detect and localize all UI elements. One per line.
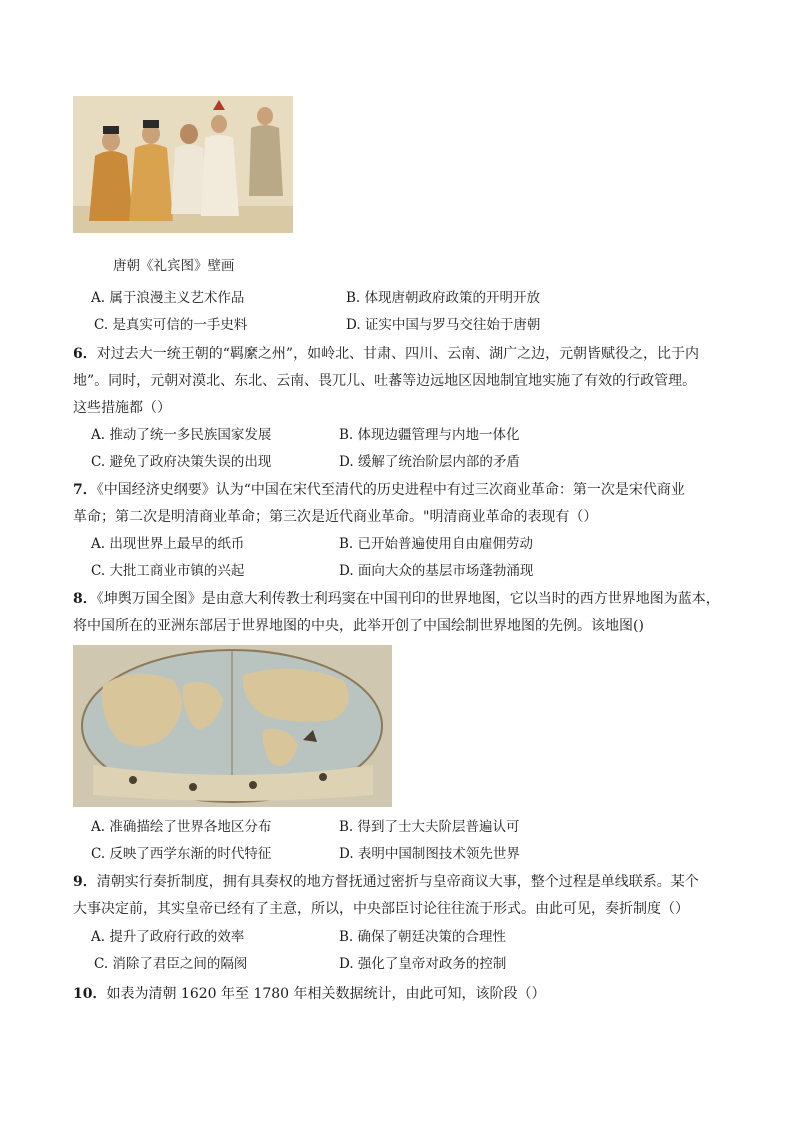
question-text: 清朝实行奏折制度，拥有具奏权的地方督抚通过密折与皇帝商议大事，整个过程是单线联系。某个 <box>96 874 699 890</box>
option-c: C. 反映了西学东渐的时代特征 <box>91 846 272 862</box>
tang-mural-image <box>73 96 293 233</box>
question-9-line-2: 大事决定前，其实皇帝已经有了主意，所以，中央部臣讨论往往流于形式。由此可见，奏折制度（） <box>73 901 689 917</box>
question-8-line-2: 将中国所在的亚洲东部居于世界地图的中央，此举开创了中国绘制世界地图的先例。该地图() <box>73 618 644 634</box>
image-caption: 唐朝《礼宾图》壁画 <box>113 258 235 274</box>
question-number: 7． <box>73 482 97 498</box>
question-text: 如表为清朝 1620 年至 1780 年相关数据统计，由此可知，该阶段（） <box>106 986 546 1002</box>
option-d: D. 表明中国制图技术领先世界 <box>339 846 520 862</box>
option-b: B. 体现唐朝政府政策的开明开放 <box>346 290 541 306</box>
option-b: B. 体现边疆管理与内地一体化 <box>339 427 520 443</box>
option-b: B. 得到了士大夫阶层普遍认可 <box>339 819 520 835</box>
option-a: A. 提升了政府行政的效率 <box>91 929 245 945</box>
option-a: A. 属于浪漫主义艺术作品 <box>91 290 245 306</box>
question-8-line-1 <box>73 590 720 608</box>
question-text: 《坤舆万国全图》是由意大利传教士利玛窦在中国刊印的世界地图，它以当时的西方世界地图为蓝本， <box>96 591 720 607</box>
option-c: C. 是真实可信的一手史料 <box>94 317 248 333</box>
question-number: 8． <box>73 591 97 607</box>
option-c: C. 消除了君臣之间的隔阂 <box>94 956 248 972</box>
question-number: 10． <box>73 986 107 1002</box>
question-6-line-1 <box>73 345 699 363</box>
question-text: 对过去大一统王朝的“羁縻之州”，如岭北、甘肃、四川、云南、湖广之边，元朝皆赋役之，比于内 <box>96 346 700 362</box>
question-9-line-1 <box>73 873 699 891</box>
world-map-image <box>73 645 392 807</box>
option-d: D. 缓解了统治阶层内部的矛盾 <box>339 454 520 470</box>
option-c: C. 避免了政府决策失误的出现 <box>91 454 272 470</box>
option-d: D. 面向大众的基层市场蓬勃涌现 <box>339 563 534 579</box>
option-d: D. 证实中国与罗马交往始于唐朝 <box>346 317 541 333</box>
question-7-line-1 <box>73 481 685 499</box>
question-6-line-2: 地”。同时，元朝对漠北、东北、云南、畏兀儿、吐蕃等边远地区因地制宜地实施了有效的行政管理。 <box>73 373 697 389</box>
option-a: A. 出现世界上最早的纸币 <box>91 536 245 552</box>
option-d: D. 强化了皇帝对政务的控制 <box>339 956 507 972</box>
question-number: 6． <box>73 346 97 362</box>
option-a: A. 准确描绘了世界各地区分布 <box>91 819 272 835</box>
question-number: 9． <box>73 874 97 890</box>
question-10-line-1 <box>73 985 546 1003</box>
option-b: B. 已开始普遍使用自由雇佣劳动 <box>339 536 534 552</box>
option-b: B. 确保了朝廷决策的合理性 <box>339 929 507 945</box>
question-6-line-3: 这些措施都（） <box>73 400 171 416</box>
option-a: A. 推动了统一多民族国家发展 <box>91 427 272 443</box>
option-c: C. 大批工商业市镇的兴起 <box>91 563 245 579</box>
question-7-line-2: 革命；第二次是明清商业革命；第三次是近代商业革命。"明清商业革命的表现有（） <box>73 509 598 525</box>
question-text: 《中国经济史纲要》认为“中国在宋代至清代的历史进程中有过三次商业革命：第一次是宋代商业 <box>96 482 685 498</box>
